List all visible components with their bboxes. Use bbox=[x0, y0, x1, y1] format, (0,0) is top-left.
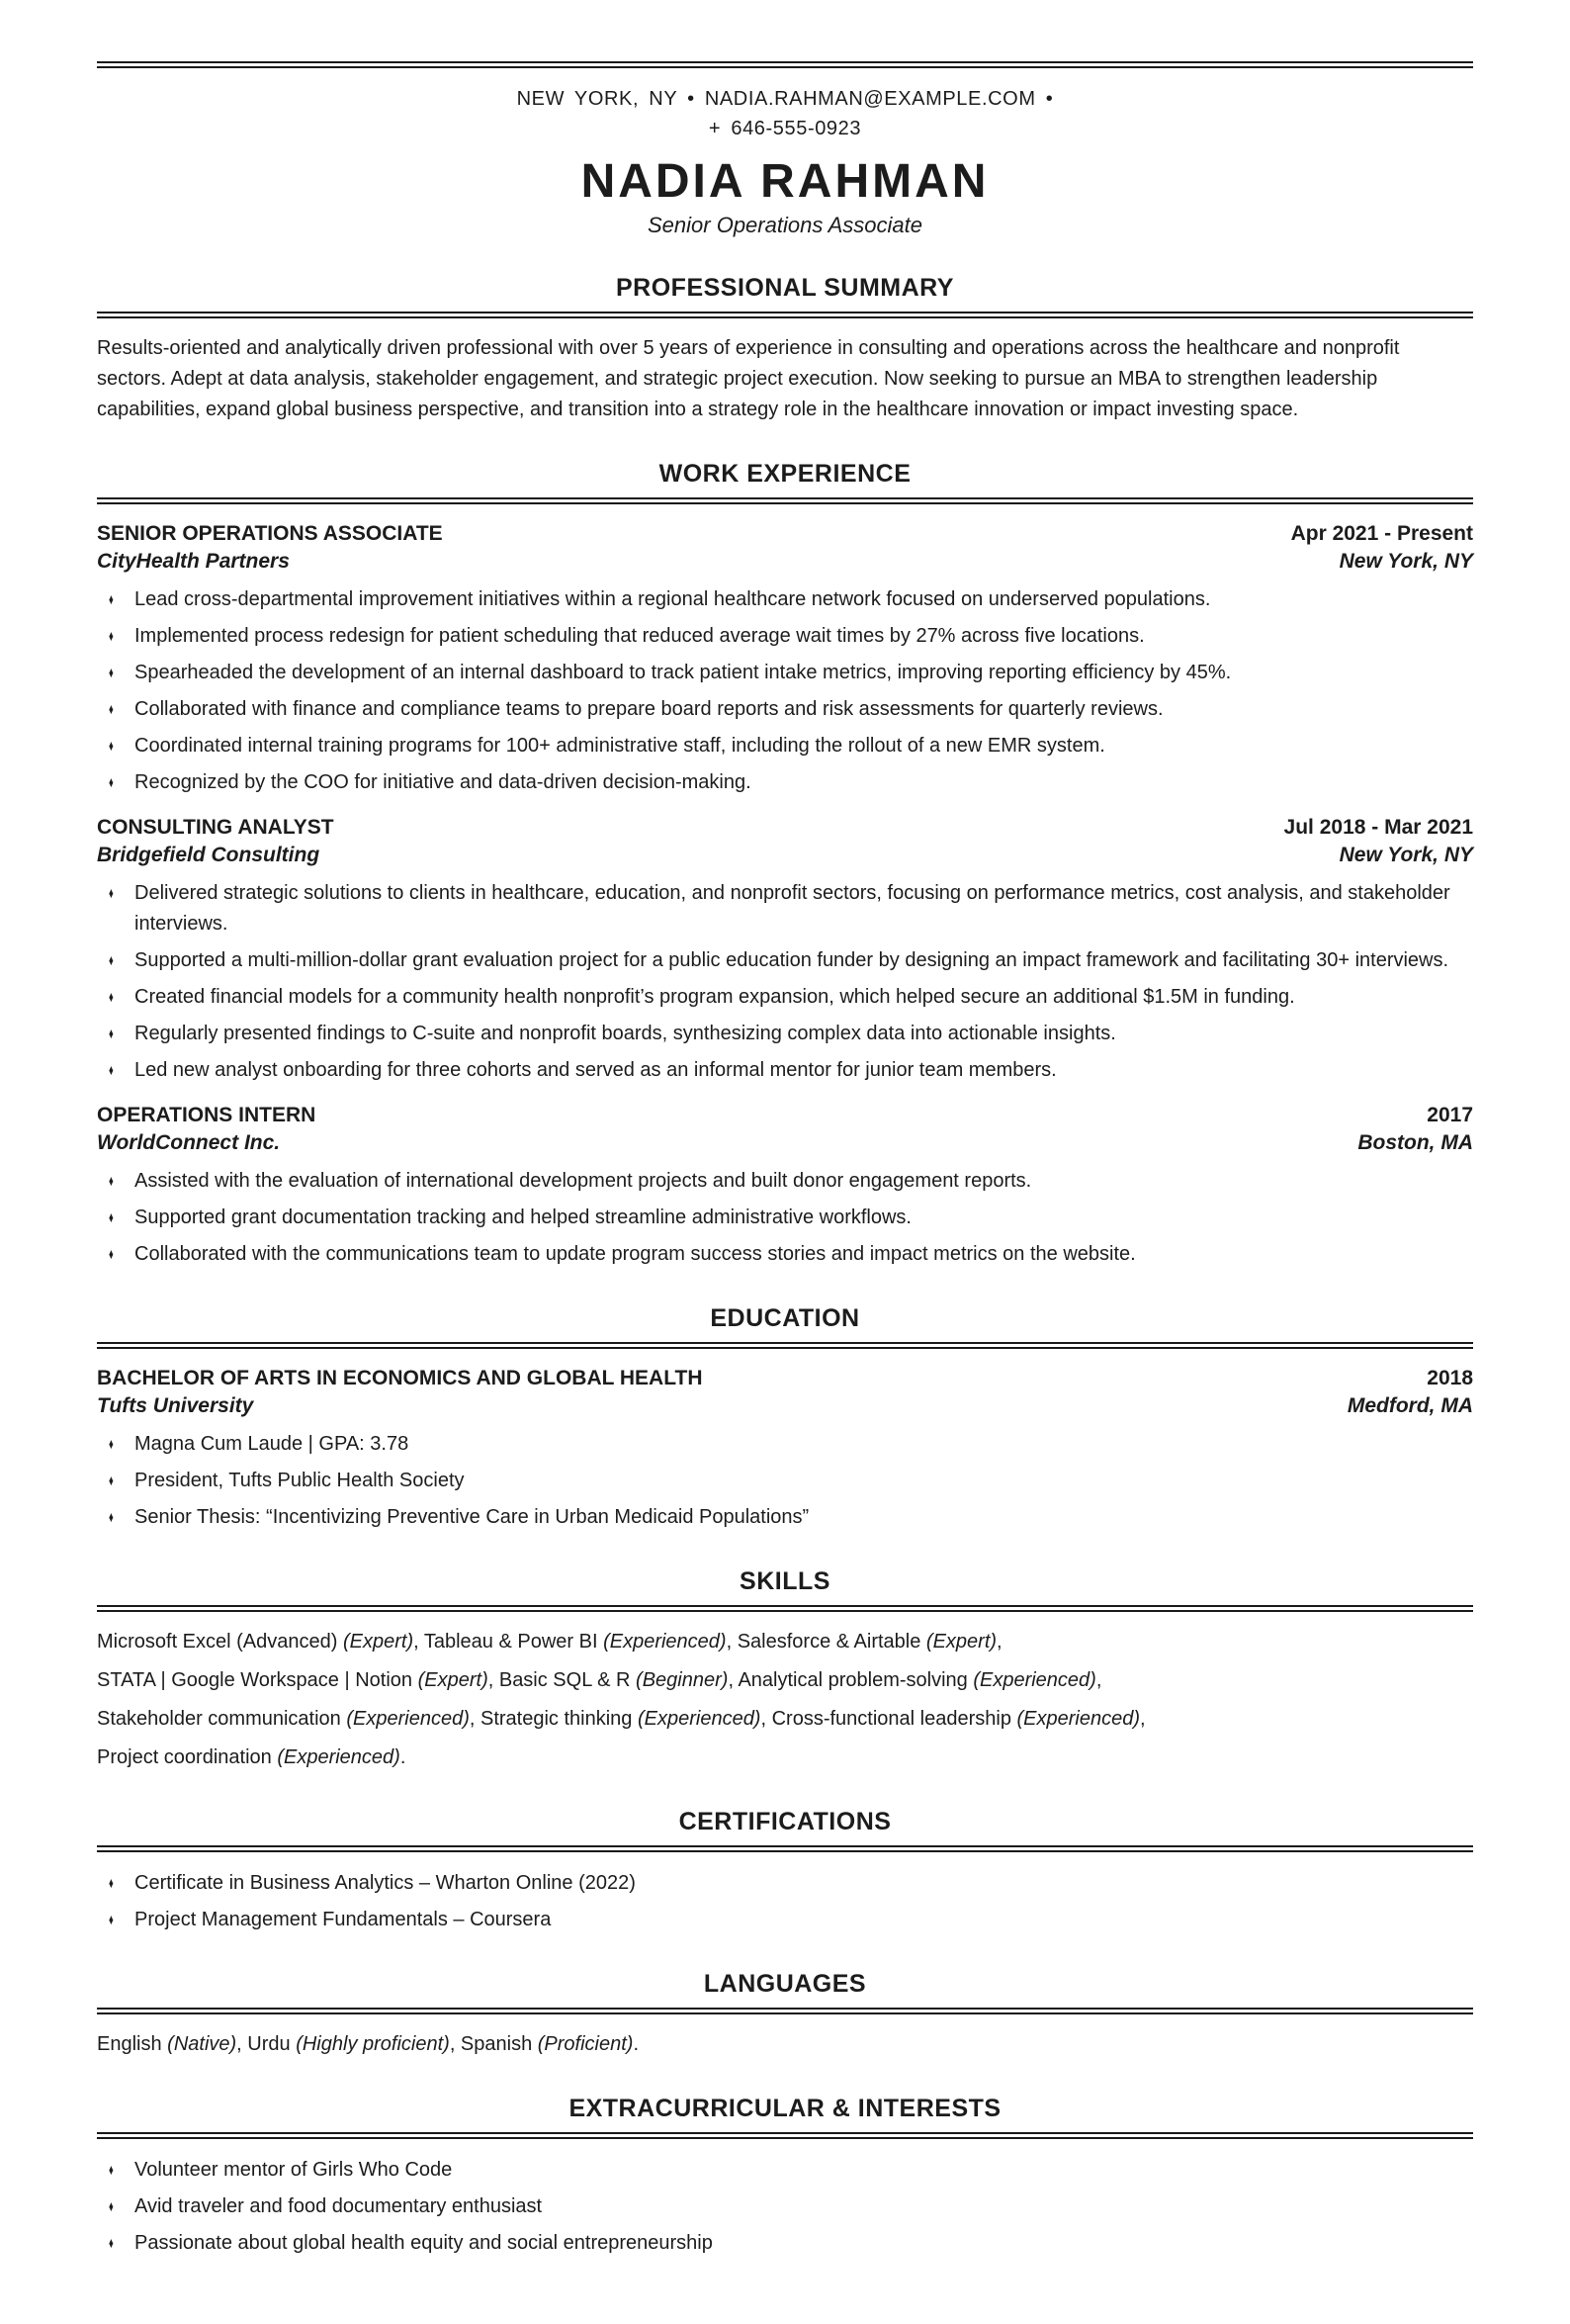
bullet-item: ♦ Created financial models for a community health nonprofit’s program expansion, which helped secure an additional $1.5M in funding. bbox=[97, 982, 1473, 1013]
section-heading-certifications: CERTIFICATIONS bbox=[678, 1808, 892, 1835]
bullet-item: ♦ Implemented process redesign for patient scheduling that reduced average wait times by 27% across five locations. bbox=[97, 621, 1473, 652]
bullet-item: ♦ Volunteer mentor of Girls Who Code bbox=[97, 2155, 1473, 2186]
section-heading-languages: LANGUAGES bbox=[703, 1970, 867, 1998]
job-dates: 2017 bbox=[1427, 1104, 1473, 1126]
candidate-name: NADIA RAHMAN bbox=[580, 155, 990, 208]
skills-line bbox=[97, 1665, 1473, 1696]
bullet-item: ♦ Collaborated with finance and compliance teams to prepare board reports and risk assessments for quarterly reviews. bbox=[97, 694, 1473, 725]
job-header bbox=[97, 814, 1473, 842]
language-name: . bbox=[633, 2033, 640, 2055]
bullet-item: ♦ Collaborated with the communications team to update program success stories and impact metrics on the website. bbox=[97, 1239, 1473, 1270]
bullet-item: ♦ Assisted with the evaluation of international development projects and built donor engagement reports. bbox=[97, 1166, 1473, 1197]
section-rule bbox=[97, 2132, 1473, 2139]
section-skills bbox=[97, 1566, 1473, 1773]
bullet-item: ♦ Recognized by the COO for initiative and data-driven decision-making. bbox=[97, 767, 1473, 798]
skill-text: Stakeholder communication bbox=[97, 1708, 347, 1730]
company-name: WorldConnect Inc. bbox=[97, 1131, 281, 1154]
skill-level: (Experienced) bbox=[1016, 1708, 1141, 1730]
section-rule bbox=[97, 2008, 1473, 2014]
skill-text: , Cross-functional leadership bbox=[760, 1708, 1017, 1730]
section-professional-summary bbox=[97, 273, 1473, 425]
skill-level: (Beginner) bbox=[636, 1669, 729, 1691]
school-name: Tufts University bbox=[97, 1394, 254, 1417]
education-entry bbox=[97, 1365, 1473, 1533]
certifications-bullet-list bbox=[97, 1868, 1473, 1935]
skill-text: , Tableau & Power BI bbox=[413, 1631, 604, 1653]
job-location: New York, NY bbox=[1339, 844, 1473, 866]
skill-level: (Experienced) bbox=[346, 1708, 470, 1730]
skill-level: (Experienced) bbox=[603, 1631, 727, 1653]
language-name: , Spanish bbox=[449, 2033, 538, 2055]
bullet-item: ♦ President, Tufts Public Health Society bbox=[97, 1466, 1473, 1496]
section-extracurricular-interests bbox=[97, 2094, 1473, 2259]
job-dates: Jul 2018 - Mar 2021 bbox=[1283, 816, 1473, 839]
education-subheader bbox=[97, 1392, 1473, 1420]
skills-line bbox=[97, 1627, 1473, 1657]
section-rule bbox=[97, 497, 1473, 504]
section-heading-skills: SKILLS bbox=[740, 1567, 830, 1595]
extracurricular-bullet-list bbox=[97, 2155, 1473, 2259]
company-name: CityHealth Partners bbox=[97, 550, 290, 573]
section-rule bbox=[97, 1342, 1473, 1349]
job-bullet-list bbox=[97, 1166, 1473, 1270]
skill-level: (Expert) bbox=[925, 1631, 998, 1653]
skill-level: (Experienced) bbox=[637, 1708, 761, 1730]
bullet-item: ♦ Supported grant documentation tracking and helped streamline administrative workflows. bbox=[97, 1203, 1473, 1233]
bullet-item: ♦ Certificate in Business Analytics – Wharton Online (2022) bbox=[97, 1868, 1473, 1899]
skill-text: STATA | Google Workspace | Notion bbox=[97, 1669, 418, 1691]
skill-level: (Experienced) bbox=[277, 1746, 400, 1768]
company-name: Bridgefield Consulting bbox=[97, 844, 320, 866]
skill-text: , Analytical problem-solving bbox=[728, 1669, 974, 1691]
skill-text: , Strategic thinking bbox=[469, 1708, 638, 1730]
graduation-year: 2018 bbox=[1427, 1367, 1473, 1389]
job-location: Boston, MA bbox=[1357, 1131, 1473, 1154]
skill-level: (Expert) bbox=[342, 1631, 414, 1653]
resume-header bbox=[97, 84, 1473, 239]
summary-text: Results-oriented and analytically driven professional with over 5 years of experience in consulting and operations across the healthcare and nonprofit sectors. Adept at data analysis, stakeholder engagement, and strategic project execution. Now seeking to pursue an MBA to strengthen leadership capabilities, expand global business perspective, and transition into a strategy role in the healthcare innovation or impact investing space. bbox=[97, 337, 1400, 420]
skills-text bbox=[97, 1627, 1473, 1773]
section-heading-extracurricular-interests: EXTRACURRICULAR & INTERESTS bbox=[568, 2095, 1002, 2122]
bullet-item: ♦ Delivered strategic solutions to clients in healthcare, education, and nonprofit sectors, focusing on performance metrics, cost analysis, and stakeholder interviews. bbox=[97, 878, 1473, 939]
bullet-item: ♦ Project Management Fundamentals – Coursera bbox=[97, 1905, 1473, 1935]
job-bullet-list bbox=[97, 878, 1473, 1086]
section-heading-work-experience: WORK EXPERIENCE bbox=[658, 460, 912, 488]
bullet-item: ♦ Avid traveler and food documentary enthusiast bbox=[97, 2191, 1473, 2222]
languages-text bbox=[97, 2029, 1473, 2060]
skill-text: , bbox=[997, 1631, 1003, 1653]
candidate-title: Senior Operations Associate bbox=[648, 213, 922, 237]
skill-text: . bbox=[399, 1746, 406, 1768]
skills-line bbox=[97, 1704, 1473, 1735]
skill-text: Project coordination bbox=[97, 1746, 278, 1768]
section-languages bbox=[97, 1969, 1473, 2060]
job-bullet-list bbox=[97, 584, 1473, 798]
job-subheader bbox=[97, 1129, 1473, 1157]
section-rule bbox=[97, 1605, 1473, 1612]
job-header bbox=[97, 1102, 1473, 1129]
job-dates: Apr 2021 - Present bbox=[1290, 522, 1473, 545]
education-bullet-list bbox=[97, 1429, 1473, 1533]
bullet-item: ♦ Led new analyst onboarding for three cohorts and served as an informal mentor for junior team members. bbox=[97, 1055, 1473, 1086]
job-location: New York, NY bbox=[1339, 550, 1473, 573]
skill-level: (Experienced) bbox=[973, 1669, 1096, 1691]
section-rule bbox=[97, 1845, 1473, 1852]
skill-text: , bbox=[1095, 1669, 1102, 1691]
language-level: (Native) bbox=[167, 2033, 237, 2055]
languages-line bbox=[97, 2029, 1473, 2060]
skills-line bbox=[97, 1743, 1473, 1773]
skill-text: , Salesforce & Airtable bbox=[726, 1631, 926, 1653]
contact-line-2: + 646-555-0923 bbox=[708, 118, 862, 139]
section-certifications bbox=[97, 1807, 1473, 1935]
bullet-item: ♦ Senior Thesis: “Incentivizing Preventive Care in Urban Medicaid Populations” bbox=[97, 1502, 1473, 1533]
section-heading-professional-summary: PROFESSIONAL SUMMARY bbox=[616, 274, 954, 302]
school-location: Medford, MA bbox=[1347, 1394, 1473, 1417]
degree-title: BACHELOR OF ARTS IN ECONOMICS AND GLOBAL HEALTH bbox=[97, 1367, 703, 1389]
bullet-item: ♦ Lead cross-departmental improvement initiatives within a regional healthcare network focused on underserved populations. bbox=[97, 584, 1473, 615]
section-rule bbox=[97, 312, 1473, 318]
job-subheader bbox=[97, 842, 1473, 869]
contact-line-1: NEW YORK, NY • NADIA.RAHMAN@EXAMPLE.COM • bbox=[516, 88, 1054, 110]
job-entry-senior-operations-associate bbox=[97, 520, 1473, 798]
job-entry-operations-intern bbox=[97, 1102, 1473, 1270]
language-level: (Proficient) bbox=[537, 2033, 634, 2055]
section-heading-education: EDUCATION bbox=[710, 1304, 860, 1332]
bullet-item: ♦ Spearheaded the development of an internal dashboard to track patient intake metrics, improving reporting efficiency by 45%. bbox=[97, 658, 1473, 688]
skill-text: , bbox=[1140, 1708, 1146, 1730]
job-entry-consulting-analyst bbox=[97, 814, 1473, 1086]
job-header bbox=[97, 520, 1473, 548]
bullet-item: ♦ Regularly presented findings to C-suite and nonprofit boards, synthesizing complex data into actionable insights. bbox=[97, 1019, 1473, 1049]
job-title: OPERATIONS INTERN bbox=[97, 1104, 316, 1126]
bullet-item: ♦ Supported a multi-million-dollar grant evaluation project for a public education funder by designing an impact framework and facilitating 30+ interviews. bbox=[97, 945, 1473, 976]
section-work-experience bbox=[97, 459, 1473, 1270]
job-title: SENIOR OPERATIONS ASSOCIATE bbox=[97, 522, 443, 545]
skill-text: Microsoft Excel (Advanced) bbox=[97, 1631, 343, 1653]
skill-text: , Basic SQL & R bbox=[487, 1669, 637, 1691]
education-header bbox=[97, 1365, 1473, 1392]
language-level: (Highly proficient) bbox=[296, 2033, 450, 2055]
bullet-item: ♦ Coordinated internal training programs for 100+ administrative staff, including the rollout of a new EMR system. bbox=[97, 731, 1473, 761]
language-name: English bbox=[97, 2033, 168, 2055]
bullet-item: ♦ Passionate about global health equity and social entrepreneurship bbox=[97, 2228, 1473, 2259]
job-subheader bbox=[97, 548, 1473, 576]
top-rule bbox=[97, 61, 1473, 68]
language-name: , Urdu bbox=[236, 2033, 297, 2055]
section-education bbox=[97, 1303, 1473, 1533]
job-title: CONSULTING ANALYST bbox=[97, 816, 334, 839]
bullet-item: ♦ Magna Cum Laude | GPA: 3.78 bbox=[97, 1429, 1473, 1460]
skill-level: (Expert) bbox=[417, 1669, 488, 1691]
